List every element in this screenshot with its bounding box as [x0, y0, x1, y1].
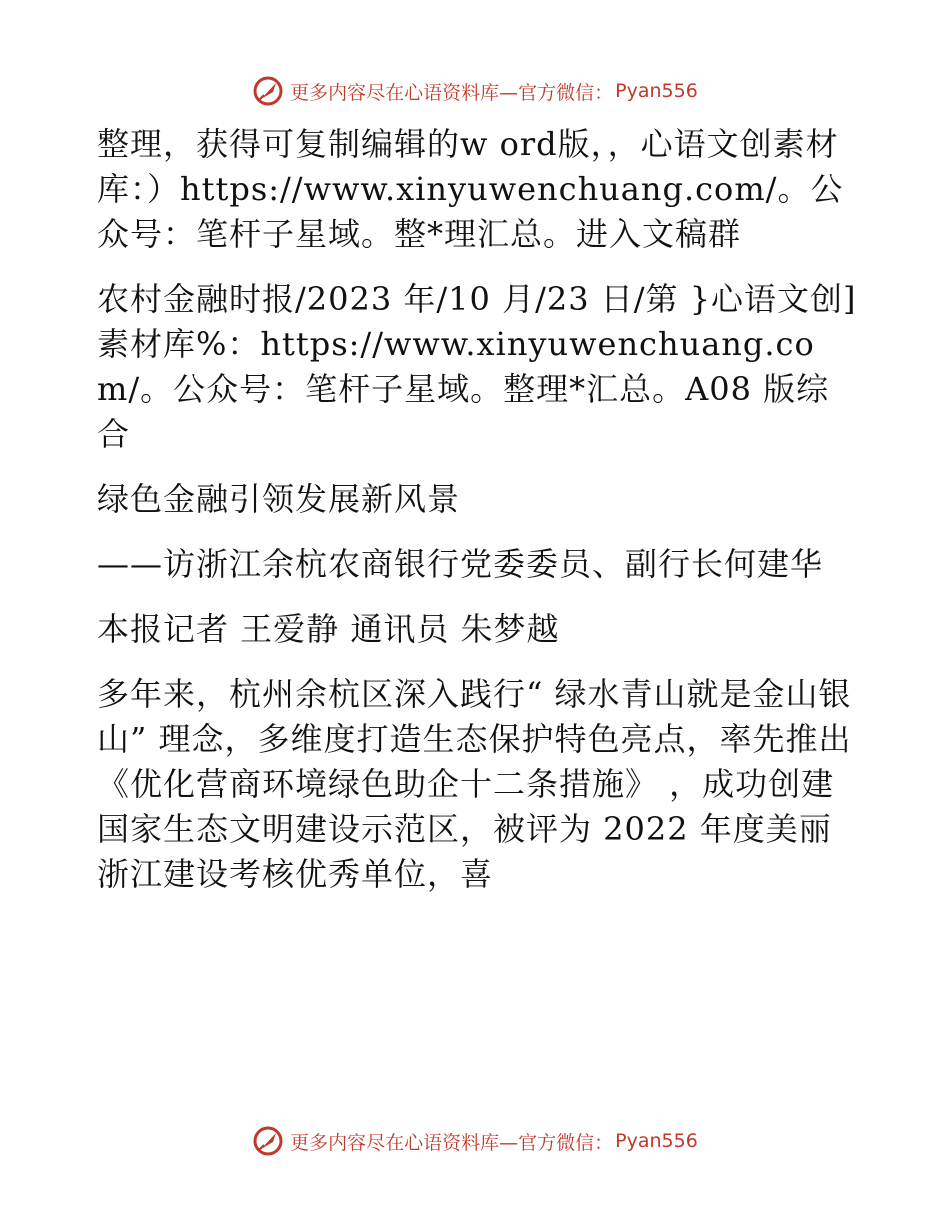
article-title: 绿色金融引领发展新风景 — [97, 480, 461, 518]
paragraph-source: 农村金融时报/2023 年/10 月/23 日/第 }心语文创]素材库%：https://www.xinyuwenchuang.com/。公众号：笔杆子星域。整理*汇总。A08 版综合 — [97, 280, 857, 453]
watermark-footer — [0, 1121, 950, 1161]
watermark-wechat-id: Pyan556 — [615, 1130, 698, 1152]
quill-logo-icon — [252, 1125, 284, 1157]
watermark-header — [0, 71, 950, 111]
quill-logo-icon — [252, 75, 284, 107]
paragraph-body: 多年来，杭州余杭区深入践行“ 绿水青山就是金山银山” 理念，多维度打造生态保护特色亮点，率先推出《优化营商环境绿色助企十二条措施》 ，成功创建国家生态文明建设示范区，被评为 2022 年度美丽浙江建设考核优秀单位，喜 — [97, 675, 852, 893]
article-subtitle: ——访浙江余杭农商银行党委委员、副行长何建华 — [97, 545, 824, 583]
article-byline: 本报记者 王爱静 通讯员 朱梦越 — [97, 610, 560, 648]
watermark-text: 更多内容尽在心语资料库—官方微信： — [290, 81, 614, 104]
document-body — [97, 122, 857, 909]
paragraph-intro: 整理，获得可复制编辑的w ord版，，心语文创素材库：）https://www.xinyuwenchuang.com/。公众号：笔杆子星域。整*理汇总。进入文稿群 — [97, 125, 844, 253]
watermark-wechat-id: Pyan556 — [615, 80, 698, 102]
watermark-text: 更多内容尽在心语资料库—官方微信： — [290, 1131, 614, 1154]
